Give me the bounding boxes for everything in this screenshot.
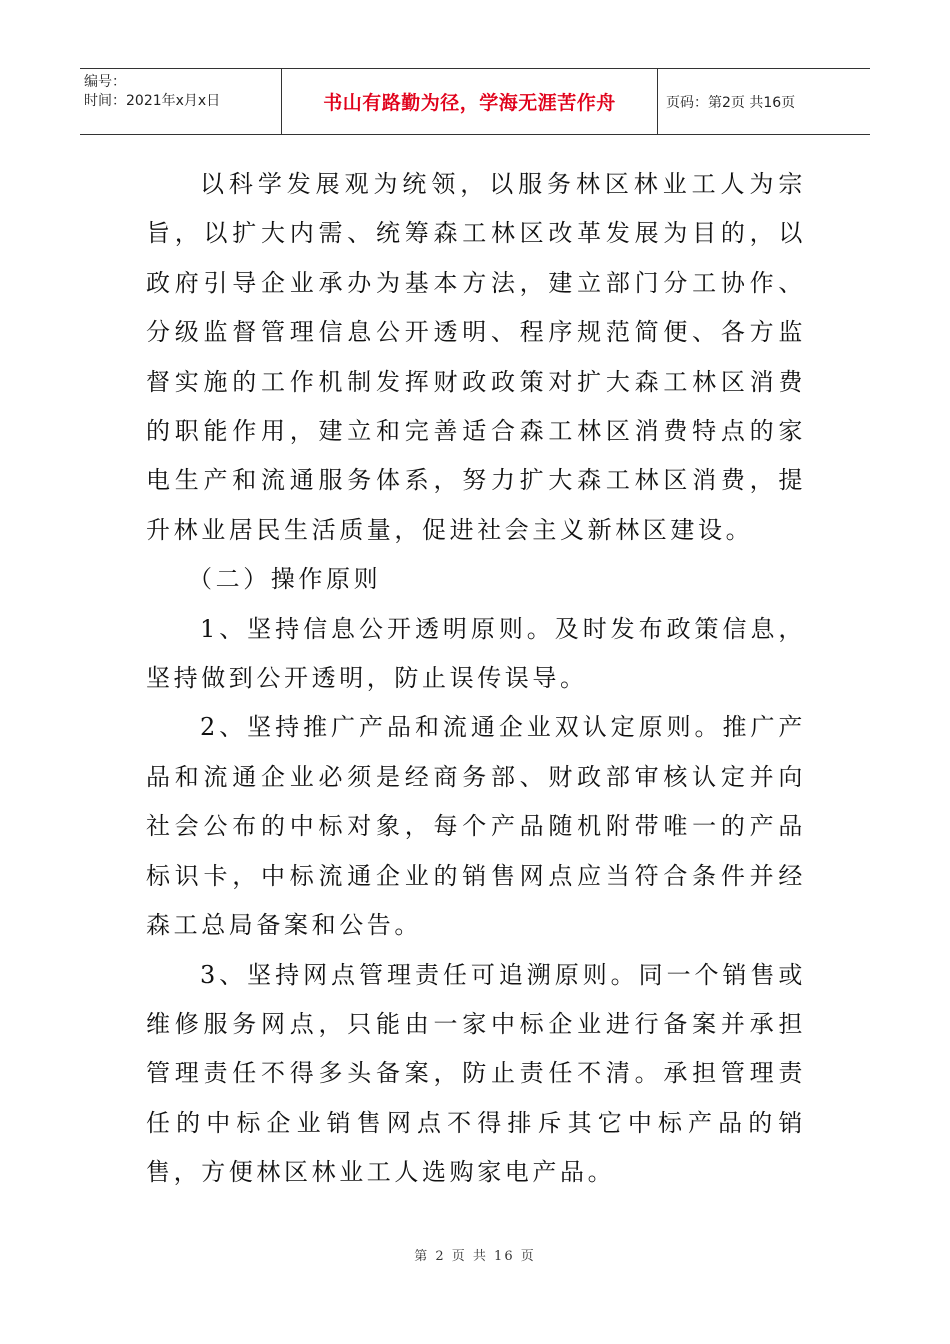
body-paragraph: 2、坚持推广产品和流通企业双认定原则。推广产品和流通企业必须是经商务部、财政部审核认定并向社会公布的中标对象，每个产品随机附带唯一的产品标识卡，中标流通企业的销售网点应当符合条件并经森工总局备案和公告。: [146, 713, 806, 940]
motto-text: 书山有路勤为径，学海无涯苦作舟: [323, 92, 616, 114]
body-paragraph: 以科学发展观为统领，以服务林区林业工人为宗旨，以扩大内需、统筹森工林区改革发展为目的，以政府引导企业承办为基本方法，建立部门分工协作、分级监督管理信息公开透明、程序规范简便、各方监督实施的工作机制发挥财政政策对扩大森工林区消费的职能作用，建立和完善适合森工林区消费特点的家电生产和流通服务体系，努力扩大森工林区消费，提升林业居民生活质量，促进社会主义新林区建设。: [146, 170, 806, 544]
header-motto-cell: [282, 69, 658, 134]
page-footer: [0, 1245, 950, 1264]
document-body: [146, 160, 806, 1198]
document-header: [80, 68, 870, 135]
header-page-cell: [658, 69, 870, 134]
footer-page-number: 第 2 页 共 16 页: [414, 1249, 536, 1264]
header-meta-cell: [80, 69, 282, 134]
section-heading: （二）操作原则: [188, 565, 382, 594]
serial-number-label: 编号：: [84, 74, 126, 90]
body-paragraph: 3、坚持网点管理责任可追溯原则。同一个销售或维修服务网点，只能由一家中标企业进行备案并承担管理责任不得多头备案，防止责任不清。承担管理责任的中标企业销售网点不得排斥其它中标产品的销售，方便林区林业工人选购家电产品。: [146, 960, 806, 1187]
body-paragraph: 1、坚持信息公开透明原则。及时发布政策信息，坚持做到公开透明，防止误传误导。: [146, 614, 806, 693]
date-line: 时间：2021年x月x日: [84, 93, 221, 109]
page-info: 页码：第2页 共16页: [666, 94, 796, 111]
